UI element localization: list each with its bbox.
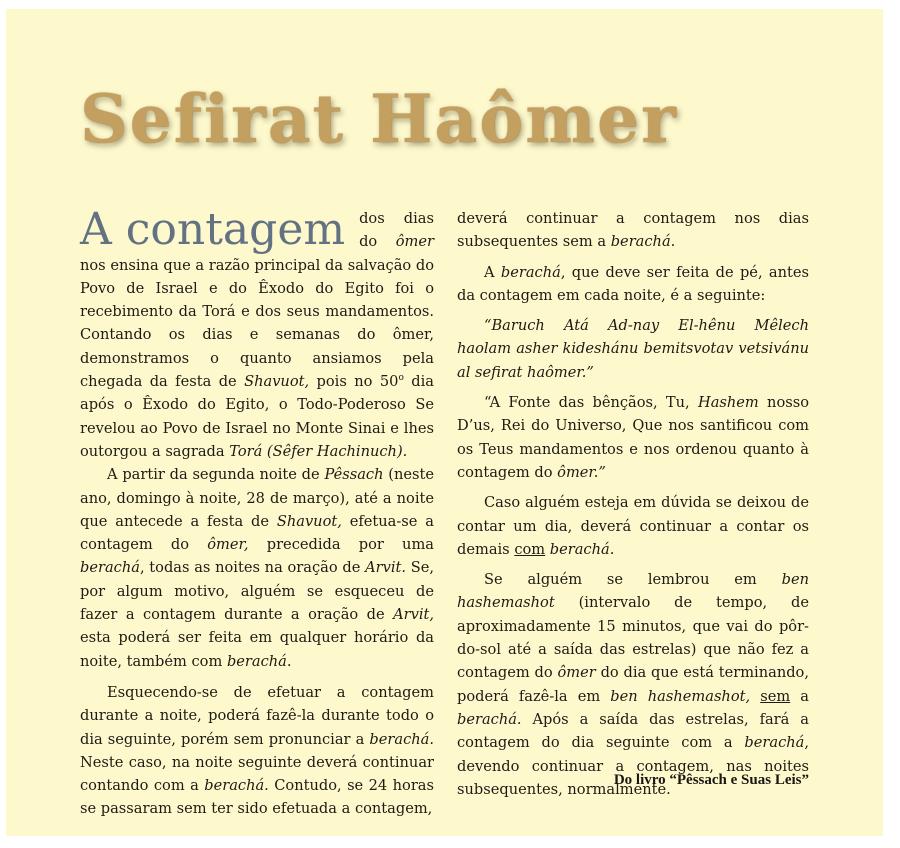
text-run: ômer, <box>207 536 249 554</box>
text-run: Contudo, se 24 horas se passaram sem ter sido efetuada a contagem, <box>80 777 434 818</box>
paragraph <box>457 491 809 561</box>
text-run: ben hashemashot <box>457 571 809 612</box>
text-run: , devendo continuar a contagem, nas noites subsequentes, normalmente. <box>457 734 809 798</box>
text-run: Shavuot, <box>276 512 342 530</box>
text-run: . <box>286 652 292 670</box>
text-run: nosso D’us, Rei do Universo, Que nos santificou com os Teus mandamentos e nos ordenou quanto à contagem do <box>457 394 810 481</box>
text-run: berachá. <box>369 730 434 748</box>
paragraph <box>80 463 434 673</box>
text-run: Neste caso, na noite seguinte deverá continuar contando com a <box>80 753 434 795</box>
text-run: esta poderá ser feita em qualquer horário da noite, também com <box>80 629 434 670</box>
text-run: do dia que está terminando, poderá fazê-la em <box>457 664 809 705</box>
text-run: , que deve ser feita de pé, antes da contagem em cada noite, é a seguinte: <box>457 263 809 304</box>
text-run: ômer.” <box>557 463 606 481</box>
text-run: Se, por algum motivo, alguém se esqueceu de fazer a contagem durante a oração de <box>80 559 434 624</box>
text-run: A <box>484 263 501 281</box>
text-run: berachá <box>744 734 805 752</box>
text-run: Torá (Sêfer Hachinuch). <box>229 442 408 460</box>
text-run: Se alguém se lembrou em <box>484 571 782 589</box>
text-run: berachá <box>610 233 671 251</box>
paragraph <box>457 314 809 384</box>
text-run: “A Fonte das bênçãos, Tu, <box>484 394 698 412</box>
text-run: Após a saída das estrelas, fará a contagem do dia seguinte com a <box>457 710 809 752</box>
text-run <box>750 688 760 705</box>
text-run: Shavuot, <box>244 373 310 391</box>
text-run: precedida por uma <box>248 536 434 554</box>
text-run: (neste ano, domingo à noite, 28 de março), até a noite que antecede a festa de <box>80 466 434 530</box>
text-run: sem <box>760 687 791 705</box>
text-run: nos ensina que a razão principal da salvação do Povo de Israel e do Êxodo do Egito foi o recebimento da Torá e dos seus mandamentos. Contando os dias e semanas do ômer, demonstramos o quanto ansiamos pela chegada da festa de <box>80 256 434 391</box>
page-title: Sefirat Haômer <box>80 80 678 158</box>
source-credit: Do livro “Pêssach e Suas Leis” <box>613 772 809 788</box>
text-run: deverá continuar a contagem nos dias subsequentes sem a <box>457 210 809 251</box>
text-run: a <box>790 687 810 705</box>
text-run: Caso alguém esteja em dúvida se deixou de contar um dia, deverá continuar a contar os demais <box>457 494 809 558</box>
text-run: ben hashemashot, <box>610 687 751 705</box>
text-run: berachá. <box>457 710 522 728</box>
text-run: Hashem <box>697 394 759 412</box>
text-run: Pêssach <box>324 466 384 484</box>
text-run: Arvit. <box>365 559 406 577</box>
text-run: “Baruch Atá Ad-nay El-hênu Mêlech haolam asher kideshánu bemitsvotav vetsivánu al sefirat haômer.” <box>457 317 809 381</box>
text-run: berachá <box>80 559 140 577</box>
text-run: A partir da segunda noite de <box>107 466 325 484</box>
paragraph <box>457 568 809 801</box>
text-run: o <box>398 373 404 384</box>
paragraph <box>80 204 434 463</box>
lead-word: A contagem <box>80 204 346 255</box>
text-run: dia após o Êxodo do Egito, o Todo-Poderoso Se revelou ao Povo de Israel no Monte Sinai e lhes outorgou a sagrada <box>80 373 434 460</box>
text-run: com <box>514 540 546 558</box>
text-run: berachá. <box>549 540 615 558</box>
paragraph <box>457 391 809 484</box>
text-run: (intervalo de tempo, de aproximadamente 15 minutos, que vai do pôr-do-sol até a saída das estrelas) que não fez a contagem do <box>457 594 809 682</box>
text-run: ômer <box>557 664 596 682</box>
text-run: pois no 50 <box>309 373 399 391</box>
text-run: efetua-se a contagem do <box>80 512 434 554</box>
text-run: Arvit, <box>393 606 434 624</box>
text-run: berachá. <box>204 777 269 795</box>
paragraph <box>457 261 809 308</box>
text-run: berachá <box>500 263 561 281</box>
text-run: ômer <box>395 233 434 251</box>
text-run: . <box>670 233 676 251</box>
text-run: berachá <box>226 652 287 670</box>
paragraph <box>80 681 434 821</box>
right-column <box>457 207 809 801</box>
paragraph <box>457 207 809 254</box>
left-column <box>80 204 434 821</box>
text-run: , todas as noites na oração de <box>139 559 366 577</box>
text-run: dos dias do <box>359 210 434 251</box>
text-run: Esquecendo-se de efetuar a contagem durante a noite, poderá fazê-la durante todo o dia seguinte, porém sem pronunciar a <box>80 683 434 748</box>
